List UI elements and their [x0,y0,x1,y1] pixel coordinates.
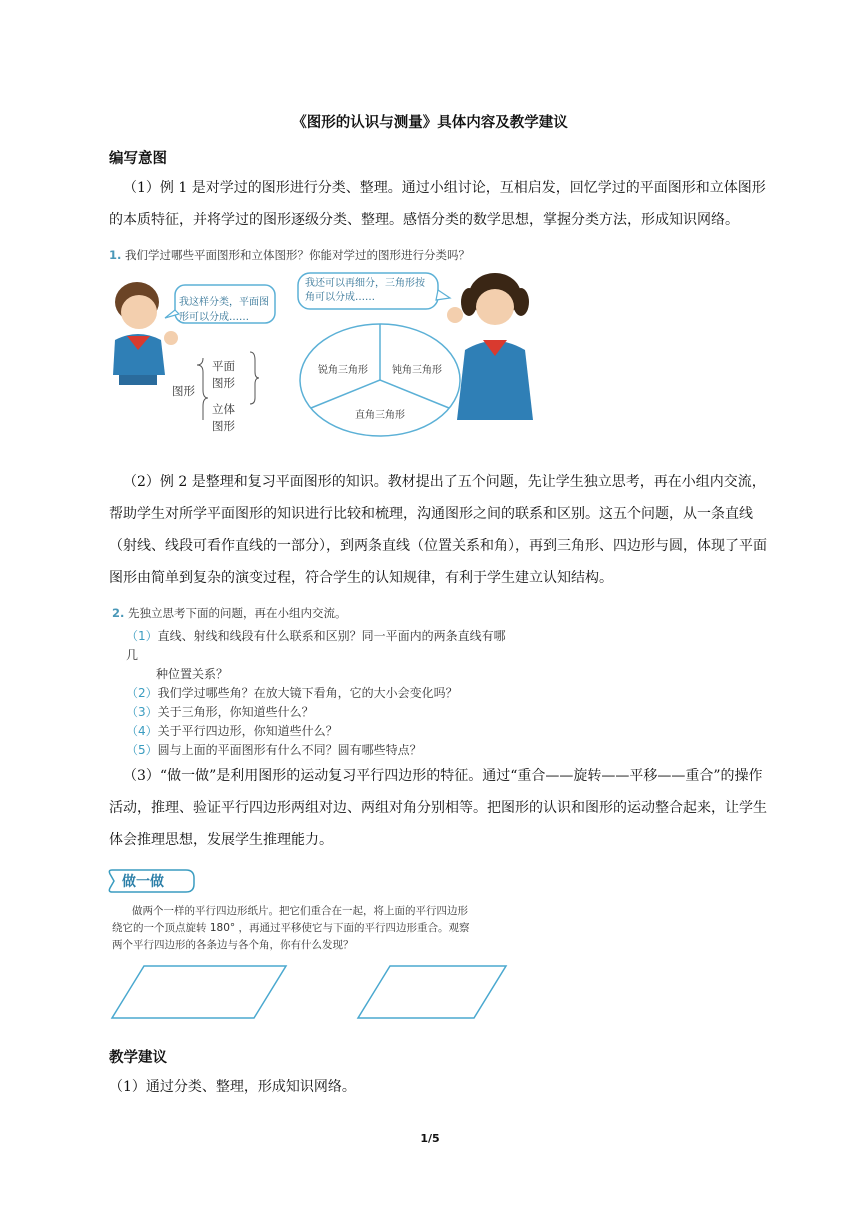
tree-root-label: 图形 [172,384,195,398]
paragraph-2-text: （2）例 2 是整理和复习平面图形的知识。教材提出了五个问题，先让学生独立思考，再在小组内交流，帮助学生对所学平面图形的知识进行比较和梳理，沟通图形之间的联系和区别。这五个问题，从一条直线（射线、线段可看作直线的一部分），到两条直线（位置关系和角），再到三角形、四边形与圆，体现了平面图形由简单到复杂的演变过程，符合学生的认知规律，有利于学生建立认知结构。 [109,474,767,586]
boy-illustration [113,282,178,385]
figure-2-number: 2. [112,606,125,620]
figure-1-number: 1. [109,248,122,262]
girl-illustration [447,273,533,420]
question-item-5: （5）圆与上面的平面图形有什么不同？圆有哪些特点？ [126,743,422,757]
pie-slice-right: 直角三角形 [355,410,405,421]
pie-slice-acute: 锐角三角形 [318,365,368,376]
question-item-1: （1）直线、射线和线段有什么联系和区别？同一平面内的两条直线有哪几 [126,629,506,662]
figure-1-illustration [105,240,535,446]
question-item-3: （3）关于三角形，你知道些什么？ [126,705,314,719]
figure-questions [108,601,508,757]
paragraph-2 [109,466,775,594]
paragraph-4-text: （1）通过分类、整理，形成知识网络。 [109,1079,356,1095]
question-item-1-cont: 种位置关系？ [156,667,229,681]
paragraph-3 [109,760,775,856]
paragraph-4 [109,1071,775,1103]
figure-3-line-1: 做两个一样的平行四边形纸片。把它们重合在一起，将上面的平行四边形 [132,905,468,917]
page-title: 《图形的认识与测量》具体内容及教学建议 [292,115,568,131]
figure-2-intro [112,605,347,621]
figure-2-intro-text: 先独立思考下面的问题，再在小组内交流。 [128,606,347,620]
tree-branch-solid: 立体图形 [212,402,235,433]
figure-2-question-list [126,627,506,760]
pie-slice-obtuse: 钝角三角形 [392,365,442,376]
tree-branch-plane: 平面图形 [212,359,235,390]
section-heading-teaching: 教学建议 [109,1050,167,1066]
figure-try-it [108,862,528,1022]
figure-1-question-text: 我们学过哪些平面图形和立体图形？你能对学过的图形进行分类吗？ [125,248,471,262]
section-heading-intent: 编写意图 [109,151,167,167]
figure-3-line-3: 两个平行四边形的各条边与各个角，你有什么发现？ [112,939,354,951]
question-item-4: （4）关于平行四边形，你知道些什么？ [126,724,338,738]
paragraph-3-text: （3）“做一做”是利用图形的运动复习平行四边形的特征。通过“重合——旋转——平移——重合”的操作活动，推理、验证平行四边形两组对边、两组对角分别相等。把图形的认识和图形的运动整合起来，让学生体会推理思想，发展学生推理能力。 [109,768,767,848]
boy-bubble-text: 我这样分类，平面图形可以分成…… [179,297,269,323]
figure-3-line-2: 绕它的一个顶点旋转 180° ，再通过平移使它与下面的平行四边形重合。观察 [112,922,470,934]
try-it-badge-label: 做一做 [122,874,164,890]
parallelogram-right [358,966,506,1018]
parallelogram-left [112,966,286,1018]
paragraph-1-text: （1）例 1 是对学过的图形进行分类、整理。通过小组讨论，互相启发，回忆学过的平面图形和立体图形的本质特征，并将学过的图形逐级分类、整理。感悟分类的数学思想，掌握分类方法，形成知识网络。 [109,180,766,228]
girl-bubble-text: 我还可以再细分，三角形按角可以分成…… [305,278,425,303]
page-number: 1/5 [420,1132,440,1145]
figure-classification [105,240,535,446]
paragraph-1 [109,172,775,236]
question-item-2: （2）我们学过哪些角？在放大镜下看角，它的大小会变化吗？ [126,686,458,700]
